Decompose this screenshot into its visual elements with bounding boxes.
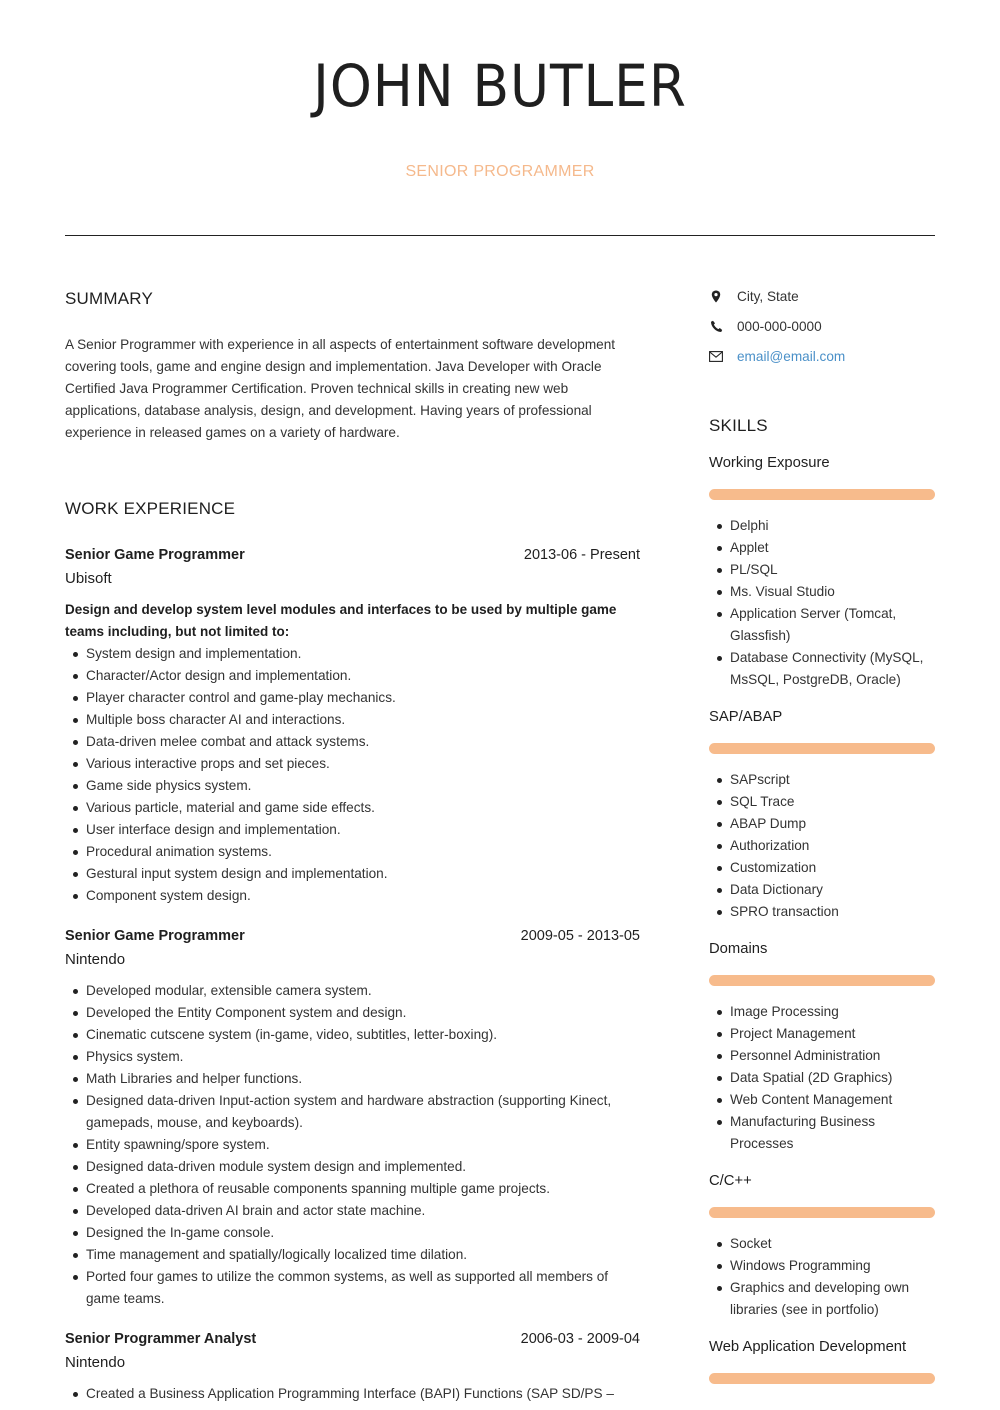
skill-group xyxy=(709,938,935,1155)
skills-heading: SKILLS xyxy=(709,416,768,435)
job-bullet: Character/Actor design and implementation. xyxy=(65,665,640,687)
job-dates: 2009-05 - 2013-05 xyxy=(520,928,640,944)
job-bullet: Created a Business Application Programming Interface (BAPI) Functions (SAP SD/PS – xyxy=(65,1383,640,1405)
job-bullet: Data-driven melee combat and attack systems. xyxy=(65,731,640,753)
job-bullet: Developed the Entity Component system and design. xyxy=(65,1002,640,1024)
candidate-title: SENIOR PROGRAMMER xyxy=(405,163,595,180)
location-text: City, State xyxy=(737,288,799,304)
job-entry xyxy=(65,925,640,1310)
skill-item: Ms. Visual Studio xyxy=(709,581,935,603)
job-role: Senior Game Programmer xyxy=(65,928,245,944)
job-bullet: Cinematic cutscene system (in-game, video, subtitles, letter-boxing). xyxy=(65,1024,640,1046)
skill-item: Graphics and developing own libraries (see in portfolio) xyxy=(709,1277,935,1321)
job-intro: Design and develop system level modules and interfaces to be used by multiple game teams including, but not limited to: xyxy=(65,602,617,639)
skill-item: Application Server (Tomcat, Glassfish) xyxy=(709,603,935,647)
skill-item: ABAP Dump xyxy=(709,813,935,835)
skill-item: Image Processing xyxy=(709,1001,935,1023)
job-bullet: Various particle, material and game side effects. xyxy=(65,797,640,819)
skill-level-bar xyxy=(709,489,935,500)
skill-item: Web Content Management xyxy=(709,1089,935,1111)
skill-list xyxy=(709,515,935,691)
job-bullet: Designed the In-game console. xyxy=(65,1222,640,1244)
job-company: Ubisoft xyxy=(65,570,112,587)
header-divider xyxy=(65,235,935,236)
job-role: Senior Game Programmer xyxy=(65,547,245,563)
skill-group-title: Web Application Development xyxy=(709,1339,907,1355)
job-bullet: Multiple boss character AI and interactions. xyxy=(65,709,640,731)
job-bullet: Created a plethora of reusable components spanning multiple game projects. xyxy=(65,1178,640,1200)
job-entry xyxy=(65,1328,640,1405)
job-bullet: User interface design and implementation. xyxy=(65,819,640,841)
envelope-icon xyxy=(709,349,723,363)
job-bullets xyxy=(65,1383,640,1405)
skill-item: SPRO transaction xyxy=(709,901,935,923)
job-bullet: System design and implementation. xyxy=(65,643,640,665)
skill-level-bar xyxy=(709,743,935,754)
contact-block xyxy=(709,281,935,371)
resume-header xyxy=(0,0,1000,236)
skill-item: Personnel Administration xyxy=(709,1045,935,1067)
job-dates: 2013-06 - Present xyxy=(523,547,640,563)
skill-item: SQL Trace xyxy=(709,791,935,813)
job-bullet: Developed data-driven AI brain and actor state machine. xyxy=(65,1200,640,1222)
contact-email[interactable] xyxy=(709,341,935,371)
skill-item: SAPscript xyxy=(709,769,935,791)
job-bullets xyxy=(65,643,640,907)
skill-group-title: Domains xyxy=(709,941,768,957)
job-bullet: Time management and spatially/logically localized time dilation. xyxy=(65,1244,640,1266)
skill-group xyxy=(709,1336,935,1384)
skill-group-title: Working Exposure xyxy=(709,455,830,471)
phone-icon xyxy=(709,319,723,333)
job-bullet: Game side physics system. xyxy=(65,775,640,797)
skill-item: Applet xyxy=(709,537,935,559)
skill-item: Database Connectivity (MySQL, MsSQL, PostgreDB, Oracle) xyxy=(709,647,935,691)
skill-item: Project Management xyxy=(709,1023,935,1045)
location-pin-icon xyxy=(709,289,723,303)
job-bullet: Ported four games to utilize the common systems, as well as supported all members of game teams. xyxy=(65,1266,640,1310)
job-bullet: Developed modular, extensible camera system. xyxy=(65,980,640,1002)
skill-group-title: SAP/ABAP xyxy=(709,709,783,725)
job-bullet: Player character control and game-play mechanics. xyxy=(65,687,640,709)
skill-group xyxy=(709,706,935,923)
job-bullet: Physics system. xyxy=(65,1046,640,1068)
skill-level-bar xyxy=(709,1207,935,1218)
job-company: Nintendo xyxy=(65,951,126,968)
candidate-name: JOHN BUTLER xyxy=(313,52,687,120)
main-column xyxy=(65,283,640,1405)
contact-location xyxy=(709,281,935,311)
skill-item: Manufacturing Business Processes xyxy=(709,1111,935,1155)
job-role: Senior Programmer Analyst xyxy=(65,1331,257,1347)
skill-item: Data Dictionary xyxy=(709,879,935,901)
job-entry xyxy=(65,544,640,907)
skill-level-bar xyxy=(709,1373,935,1384)
phone-text: 000-000-0000 xyxy=(737,318,822,334)
job-bullet: Designed data-driven Input-action system and hardware abstraction (supporting Kinect, gamepads, mouse, and keyboards). xyxy=(65,1090,640,1134)
skill-item: Delphi xyxy=(709,515,935,537)
job-bullet: Procedural animation systems. xyxy=(65,841,640,863)
job-dates: 2006-03 - 2009-04 xyxy=(520,1331,640,1347)
skill-level-bar xyxy=(709,975,935,986)
contact-phone xyxy=(709,311,935,341)
skill-list xyxy=(709,1001,935,1155)
work-experience-heading: WORK EXPERIENCE xyxy=(65,499,236,518)
job-bullet: Entity spawning/spore system. xyxy=(65,1134,640,1156)
job-company: Nintendo xyxy=(65,1354,126,1371)
skill-group-title: C/C++ xyxy=(709,1173,752,1189)
job-bullets xyxy=(65,980,640,1310)
skill-item: Windows Programming xyxy=(709,1255,935,1277)
skill-item: Customization xyxy=(709,857,935,879)
skill-item: Socket xyxy=(709,1233,935,1255)
summary-text: A Senior Programmer with experience in all aspects of entertainment software development covering tools, game and engine design and implementation. Java Developer with Oracle Certified Java Programmer Certification. Proven technical skills in creating new web applications, database analysis, design, and development. Having years of professional experience in released games on a variety of hardware. xyxy=(65,337,616,440)
skill-item: Data Spatial (2D Graphics) xyxy=(709,1067,935,1089)
sidebar-column xyxy=(709,283,935,1384)
job-bullet: Math Libraries and helper functions. xyxy=(65,1068,640,1090)
skill-list xyxy=(709,769,935,923)
job-bullet: Component system design. xyxy=(65,885,640,907)
skill-item: Authorization xyxy=(709,835,935,857)
job-bullet: Gestural input system design and implementation. xyxy=(65,863,640,885)
email-link[interactable]: email@email.com xyxy=(737,348,846,364)
summary-heading: SUMMARY xyxy=(65,289,153,308)
skill-item: PL/SQL xyxy=(709,559,935,581)
job-bullet: Various interactive props and set pieces. xyxy=(65,753,640,775)
skill-list xyxy=(709,1233,935,1321)
skill-group xyxy=(709,452,935,691)
skill-group xyxy=(709,1170,935,1321)
job-bullet: Designed data-driven module system design and implemented. xyxy=(65,1156,640,1178)
